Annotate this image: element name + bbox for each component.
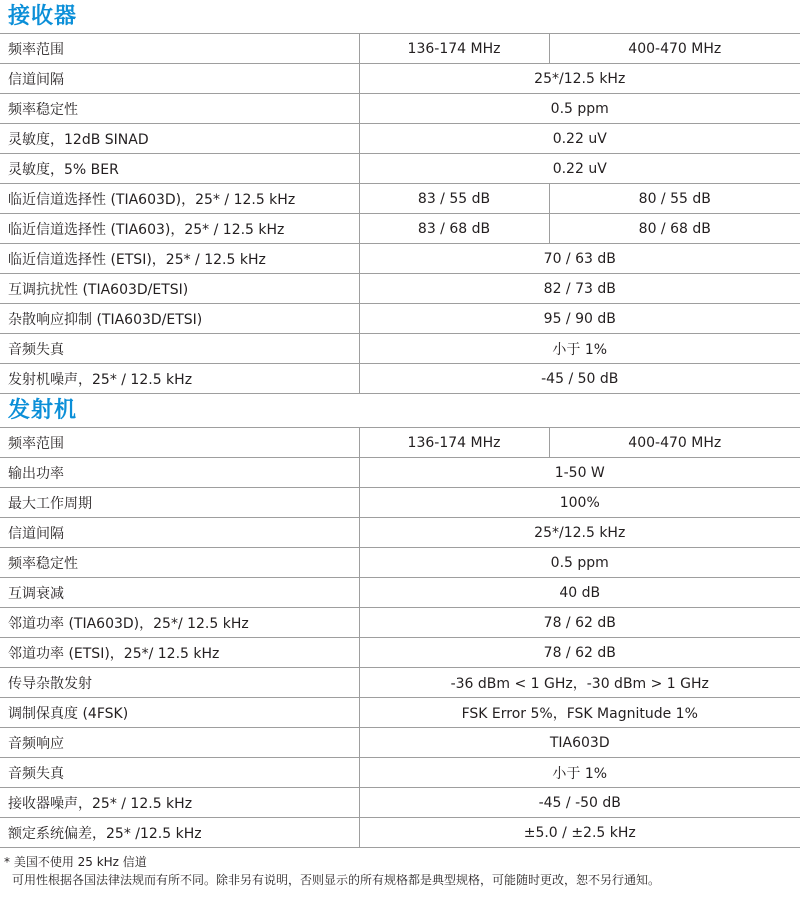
table-row	[0, 758, 800, 788]
spec-label: 频率范围	[0, 34, 359, 64]
spec-value: 83 / 55 dB	[359, 184, 549, 214]
table-row	[0, 728, 800, 758]
spec-value: 136-174 MHz	[359, 428, 549, 458]
transmitter-section-title: 发射机	[8, 398, 78, 423]
spec-value: -45 / -50 dB	[359, 788, 800, 818]
table-row	[0, 428, 800, 458]
spec-label: 传导杂散发射	[0, 668, 359, 698]
table-row	[0, 184, 800, 214]
spec-label: 互调衰减	[0, 578, 359, 608]
spec-label: 频率范围	[0, 428, 359, 458]
table-row	[0, 578, 800, 608]
spec-value: -45 / 50 dB	[359, 364, 800, 394]
spec-label: 最大工作周期	[0, 488, 359, 518]
table-row	[0, 64, 800, 94]
spec-label: 互调抗扰性 (TIA603D/ETSI)	[0, 274, 359, 304]
spec-value: 40 dB	[359, 578, 800, 608]
table-row	[0, 244, 800, 274]
spec-label: 音频失真	[0, 334, 359, 364]
spec-label: 临近信道选择性 (TIA603D)，25* / 12.5 kHz	[0, 184, 359, 214]
spec-label: 额定系统偏差，25* /12.5 kHz	[0, 818, 359, 848]
table-row	[0, 788, 800, 818]
spec-value: 80 / 55 dB	[549, 184, 800, 214]
spec-label: 调制保真度 (4FSK)	[0, 698, 359, 728]
spec-label: 邻道功率 (TIA603D)，25*/ 12.5 kHz	[0, 608, 359, 638]
spec-value: 0.22 uV	[359, 124, 800, 154]
spec-label: 灵敏度，5% BER	[0, 154, 359, 184]
table-row	[0, 154, 800, 184]
spec-value: 100%	[359, 488, 800, 518]
spec-label: 杂散响应抑制 (TIA603D/ETSI)	[0, 304, 359, 334]
spec-label: 信道间隔	[0, 64, 359, 94]
spec-value: 1-50 W	[359, 458, 800, 488]
spec-value: ±5.0 / ±2.5 kHz	[359, 818, 800, 848]
spec-value: 小于 1%	[359, 334, 800, 364]
spec-label: 输出功率	[0, 458, 359, 488]
footnote-us-channel: * 美国不使用 25 kHz 信道	[4, 855, 147, 869]
spec-value: FSK Error 5%，FSK Magnitude 1%	[359, 698, 800, 728]
footnotes	[0, 853, 800, 889]
spec-value: 80 / 68 dB	[549, 214, 800, 244]
table-row	[0, 458, 800, 488]
receiver-spec-table	[0, 33, 800, 394]
spec-value: 78 / 62 dB	[359, 638, 800, 668]
spec-label: 频率稳定性	[0, 94, 359, 124]
table-row	[0, 334, 800, 364]
spec-value: 0.5 ppm	[359, 94, 800, 124]
table-row	[0, 608, 800, 638]
spec-value: 70 / 63 dB	[359, 244, 800, 274]
table-row	[0, 364, 800, 394]
table-row	[0, 304, 800, 334]
table-row	[0, 488, 800, 518]
table-row	[0, 274, 800, 304]
spec-value: 0.5 ppm	[359, 548, 800, 578]
table-row	[0, 214, 800, 244]
spec-label: 临近信道选择性 (TIA603)，25* / 12.5 kHz	[0, 214, 359, 244]
table-row	[0, 124, 800, 154]
transmitter-spec-table	[0, 427, 800, 848]
spec-value: 25*/12.5 kHz	[359, 64, 800, 94]
spec-value: 83 / 68 dB	[359, 214, 549, 244]
spec-value: 95 / 90 dB	[359, 304, 800, 334]
spec-value: -36 dBm < 1 GHz，-30 dBm > 1 GHz	[359, 668, 800, 698]
table-row	[0, 818, 800, 848]
spec-label: 音频失真	[0, 758, 359, 788]
spec-value: 小于 1%	[359, 758, 800, 788]
spec-label: 接收器噪声，25* / 12.5 kHz	[0, 788, 359, 818]
table-row	[0, 94, 800, 124]
spec-label: 临近信道选择性 (ETSI)，25* / 12.5 kHz	[0, 244, 359, 274]
table-row	[0, 638, 800, 668]
spec-value: 25*/12.5 kHz	[359, 518, 800, 548]
spec-label: 信道间隔	[0, 518, 359, 548]
table-row	[0, 668, 800, 698]
spec-label: 邻道功率 (ETSI)，25*/ 12.5 kHz	[0, 638, 359, 668]
spec-value: 78 / 62 dB	[359, 608, 800, 638]
spec-label: 音频响应	[0, 728, 359, 758]
footnote-disclaimer: 可用性根据各国法律法规而有所不同。除非另有说明，否则显示的所有规格都是典型规格，可能随时更改，恕不另行通知。	[12, 873, 661, 887]
receiver-section-title: 接收器	[8, 4, 78, 29]
spec-value: TIA603D	[359, 728, 800, 758]
spec-label: 灵敏度，12dB SINAD	[0, 124, 359, 154]
table-row	[0, 698, 800, 728]
spec-value: 0.22 uV	[359, 154, 800, 184]
spec-label: 频率稳定性	[0, 548, 359, 578]
table-row	[0, 518, 800, 548]
spec-value: 82 / 73 dB	[359, 274, 800, 304]
spec-label: 发射机噪声，25* / 12.5 kHz	[0, 364, 359, 394]
table-row	[0, 548, 800, 578]
table-row	[0, 34, 800, 64]
spec-value: 400-470 MHz	[549, 34, 800, 64]
spec-value: 400-470 MHz	[549, 428, 800, 458]
spec-value: 136-174 MHz	[359, 34, 549, 64]
